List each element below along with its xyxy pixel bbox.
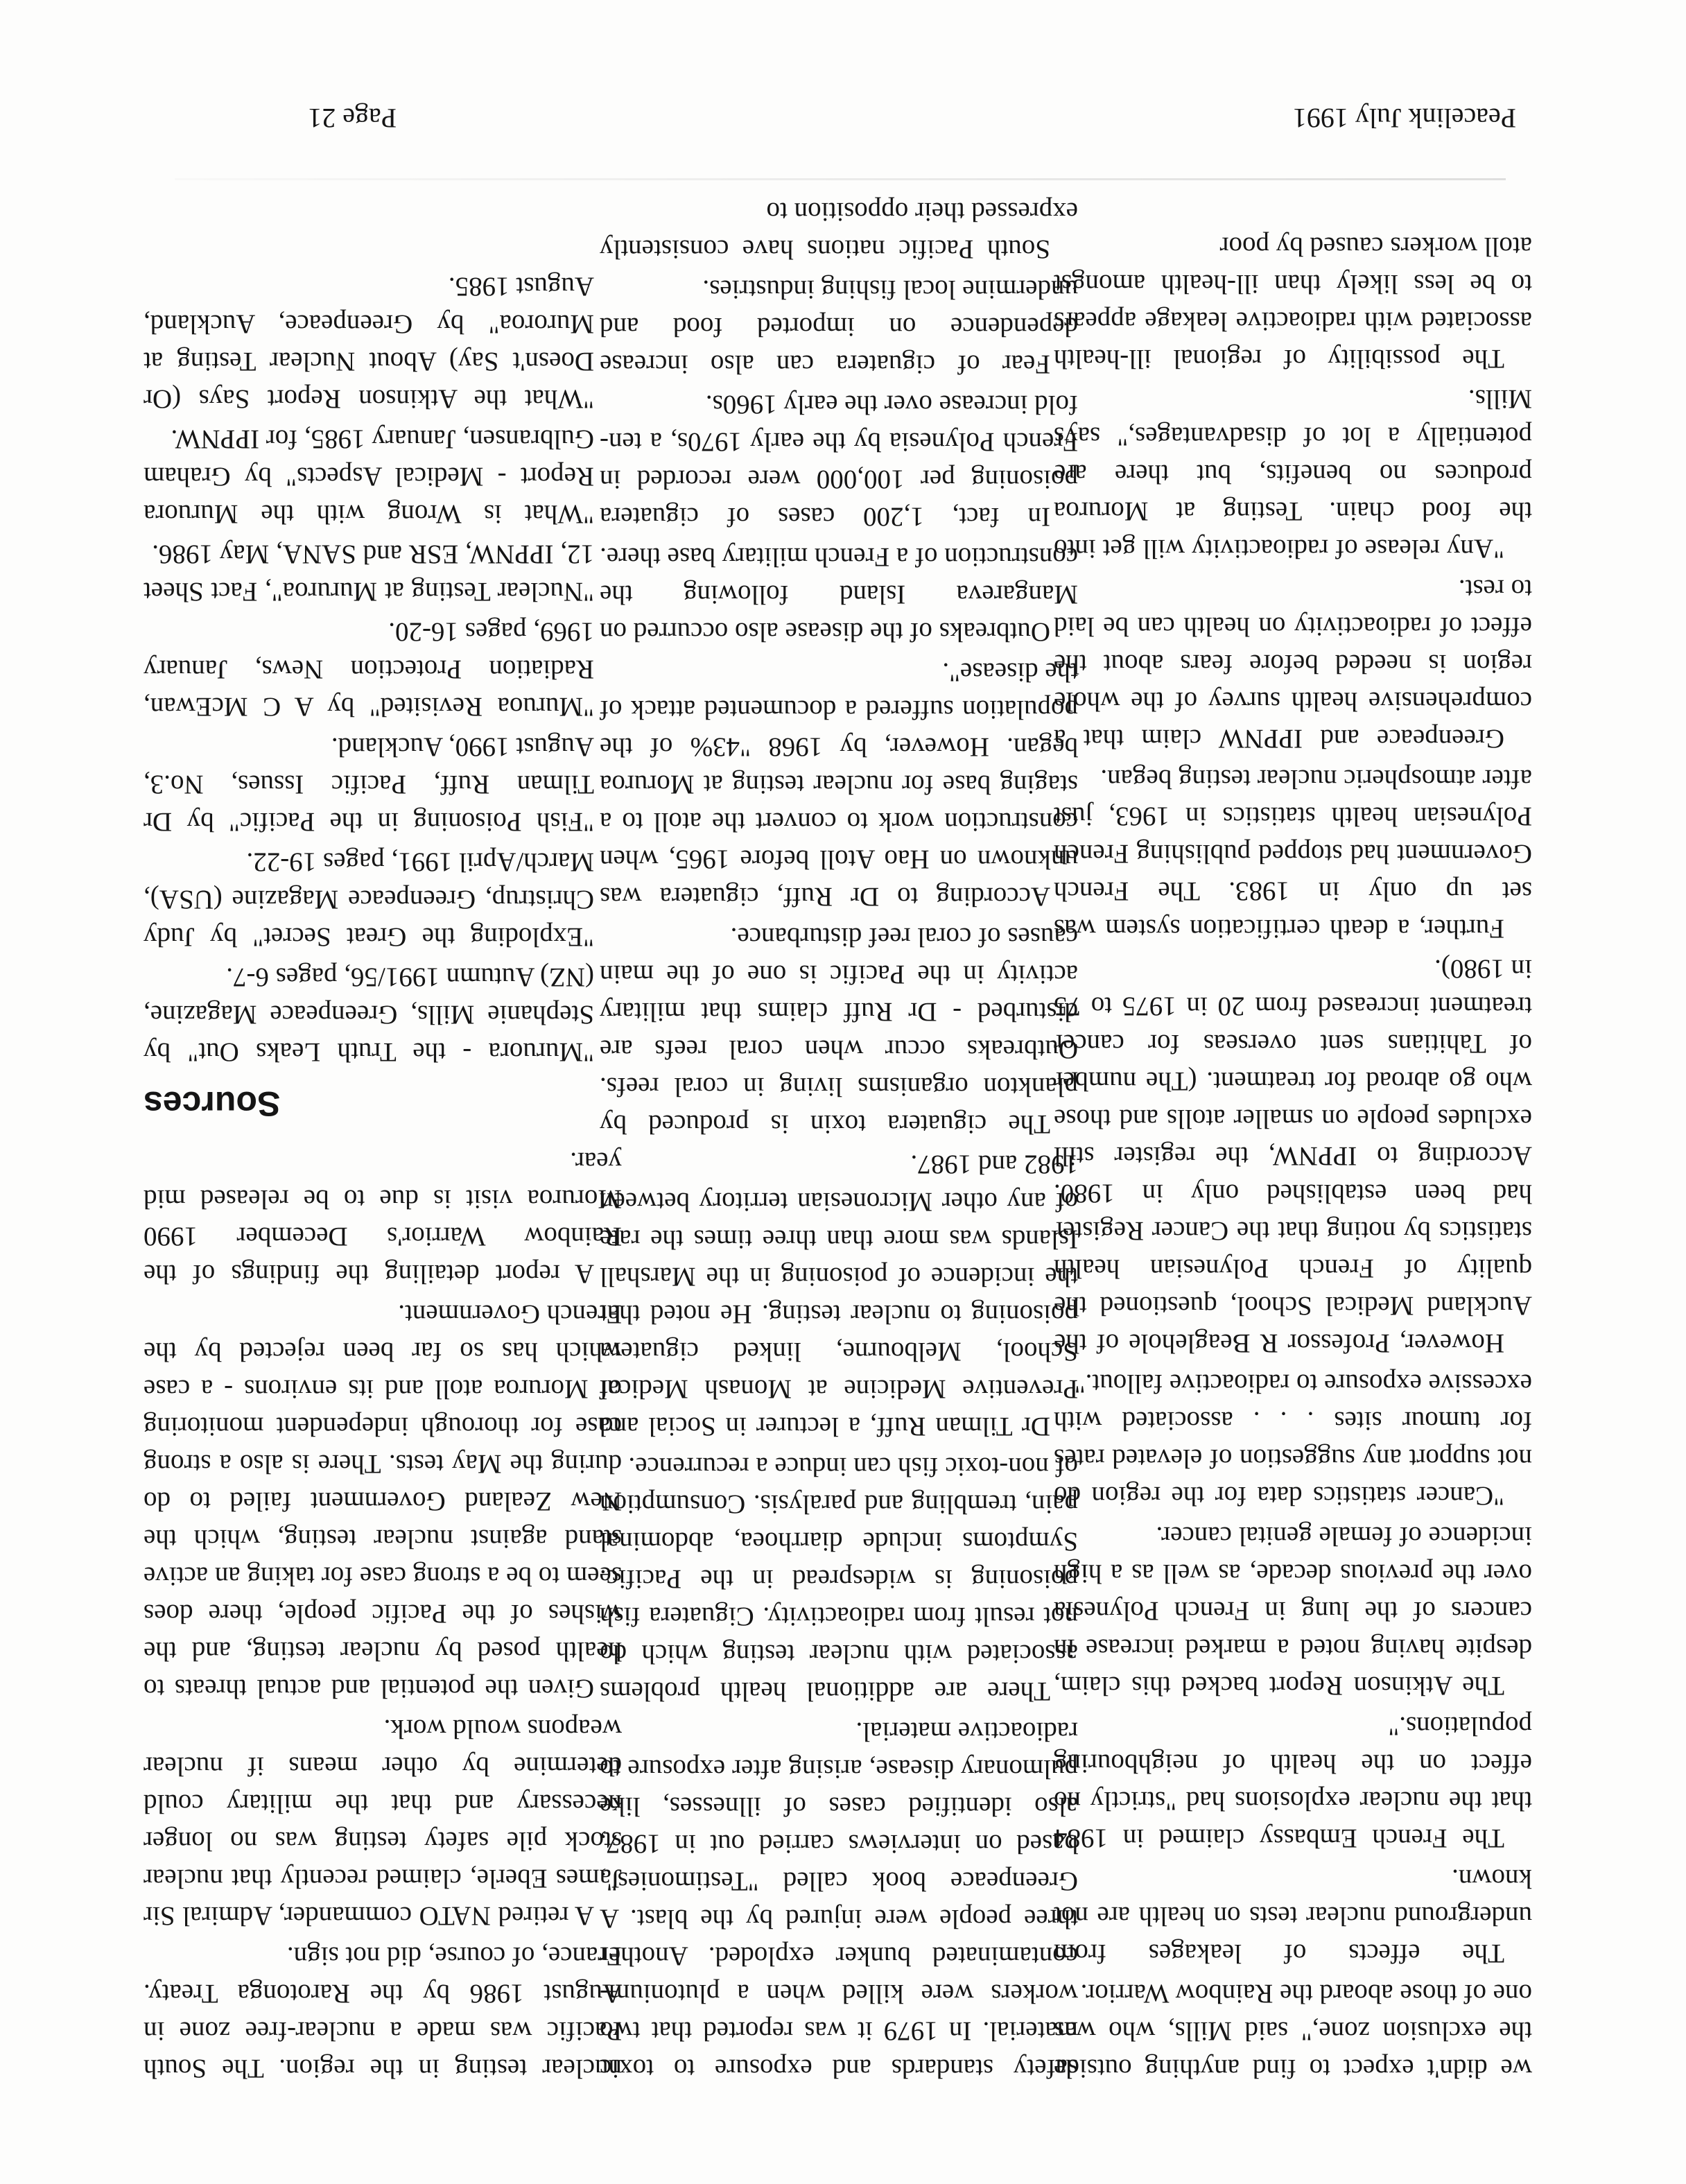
paragraph: According to Dr Ruff, ciguatera was unknown on Hao Atoll before 1965, when construction work to convert the atoll to a staging base for nuclear testing at Moruroa began. However, by 1968 "43% of the population suffered a documented attack of the disease". xyxy=(600,657,1078,912)
paragraph: In fact, 1,200 cases of ciguatera poisoning per 100,000 were recorded in French Polynesia by the early 1970s, a ten-fold increase over the early 1960s. xyxy=(600,390,1078,532)
paragraph: "Cancer statistics data for the region do not support any suggestion of elevated rates for tumour sites . . . associated with excessive exposure to radioactive fallout." xyxy=(1054,1369,1532,1511)
text-column-middle xyxy=(600,190,1078,2087)
paragraph: Given the potential and actual threats to health posed by nuclear testing, and the wishes of the Pacific people, there does seem to be a strong case for taking an active stand against nuclear testing, which the New Zealand Government failed to do during the May tests. There is also a strong case for thorough independent monitoring of Moruroa atoll and its environs - a case which has so far been rejected by the French Government. xyxy=(144,1299,622,1704)
paragraph: The French Embassy claimed in 1984 that the nuclear explosions had "strictly no effect on the health of neighbouring populations." xyxy=(1054,1711,1532,1853)
text-column-right xyxy=(144,265,622,2087)
paragraph: Outbreaks of the disease also occurred on Mangareva Island following the construction of a French military base there. xyxy=(600,542,1078,647)
source-entry: "What is Wrong with the Muruora Report - Medical Aspects" by Graham Gulbransen, January 1985, for IPPNW. xyxy=(144,424,594,529)
paragraph: Dr Tilman Ruff, a lecturer in Social and Preventive Medicine at Monash Medical School, Melbourne, linked ciguatera poisoning to nuclear testing. He noted that the incidence of poisoning in the Marshall Islands was more than three times the rate of any other Micronesian territory between 1982 and 1987. xyxy=(600,1150,1078,1441)
paragraph: A retired NATO commander, Admiral Sir James Eberle, claimed recently that nuclear stock pile safety testing was no longer necessary and that the military could determine by other means if nuclear weapons would work. xyxy=(144,1714,622,1931)
paragraph: we didn't expect to find anything outside the exclusion zone," said Mills, who was one of those aboard the Rainbow Warrior. xyxy=(1054,1979,1532,2083)
paragraph: There are additional health problems associated with nuclear testing which do not result from radioactivity. Ciguatera fish poisoning is widespread in the Pacific. Symptoms include diarrhoea, abdominal pain, trembling and paralysis. Consumption of non-toxic fish can induce a recurrence. xyxy=(600,1452,1078,1706)
source-entry: "Fish Poisoning in the Pacific" by Dr Tilman Ruff, Pacific Issues, No.3, August 1990, Auckland. xyxy=(144,732,594,837)
paragraph: A report detailing the findings of the Rainbow Warrior's December 1990 Moruroa visit is due to be released mid year. xyxy=(144,1147,622,1289)
text-column-left xyxy=(1054,225,1532,2087)
paragraph: However, Professor R Beaglehole of the Auckland Medical School, questioned the quality of French Polynesian health statistics by noting that the Cancer Register had been established only in 1980. According to IPPNW, the register still excludes people on smaller atolls and those who go abroad for treatment. (The number of Tahitians sent overseas for cancer treatment increased from 20 in 1975 to 75 in 1980). xyxy=(1054,954,1532,1358)
source-entry: "Muruoa Revisited" by A C McEwan, Radiation Protection News, January 1969, pages 16-20. xyxy=(144,617,594,722)
paragraph: The ciguatera toxin is produced by plankton organisms living in coral reefs. Outbreaks occur when coral reefs are disturbed - Dr Ruff claims that military activity in the Pacific is one of the main causes of coral reef disturbance. xyxy=(600,922,1078,1139)
paragraph: Fear of ciguatera can also increase dependence on imported food and undermine local fishing industries. xyxy=(600,275,1078,379)
paragraph: Greenpeace and IPPNW claim that a comprehensive health survey of the whole region is needed before fears about the effect of radioactivity on health can be laid to rest. xyxy=(1054,574,1532,754)
source-entry: "Nuclear Testing at Mururoa", Fact Sheet 12, IPPNW, ESR and SANA, May 1986. xyxy=(144,539,594,607)
paragraph: safety standards and exposure to toxic material. In 1979 it was reported that two workers were killed when a plutonium-contaminated bunker exploded. Another three people were injured by the blast. A Greenpeace book called "Testimonies", based on interviews carried out in 1987, also identified cases of illnesses, like pulmonary disease, arising after exposure to radioactive material. xyxy=(600,1717,1078,2083)
paragraph: The Atkinson Report backed this claim, despite having noted a marked increase in cancers of the lung in French Polynesia over the previous decade, as well as a high incidence of female genital cancer. xyxy=(1054,1521,1532,1701)
paragraph: nuclear testing in the region. The South Pacific was made a nuclear-free zone in August 1986 by the Rarotonga Treaty. France, of course, did not sign. xyxy=(144,1941,622,2083)
source-entry: "What the Atkinson Report Says (Or Doesn't Say) About Nuclear Testing at Muroroa" by Greenpeace, Auckland, August 1985. xyxy=(144,272,594,414)
scan-artifact-line xyxy=(175,178,1506,180)
paragraph: "Any release of radioactivity will get into the food chain. Testing at Moruroa produces no benefits, but there are potentially a lot of disadvantages," says Mills. xyxy=(1054,384,1532,564)
paragraph: Further, a death certification system was set up only in 1983. The French Government had stopped publishing French Polynesian health statistics in 1963, just after atmospheric nuclear testing began. xyxy=(1054,764,1532,944)
sources-heading: Sources xyxy=(144,1084,281,1123)
paragraph: The effects of leakages from underground nuclear tests on health are not known. xyxy=(1054,1864,1532,1968)
paragraph: South Pacific nations have consistently expressed their opposition to xyxy=(600,197,1078,264)
source-entry: "Muruora - the Truth Leaks Out" by Stephanie Mills, Greenpeace Magazine, (NZ) Autumn 1991/56, pages 6-7. xyxy=(144,962,594,1067)
footer-publication-date: Peacelink July 1991 xyxy=(1292,103,1516,134)
footer-page-number: Page 21 xyxy=(308,103,397,134)
paragraph: The possibility of regional ill-health associated with radioactive leakage appears to be less likely than ill-health amongst atoll workers caused by poor xyxy=(1054,232,1532,374)
source-entry: "Exploding the Great Secret" by Judy Christrup, Greenpeace Magazine (USA), March/April 1991, pages 19-22. xyxy=(144,847,594,952)
